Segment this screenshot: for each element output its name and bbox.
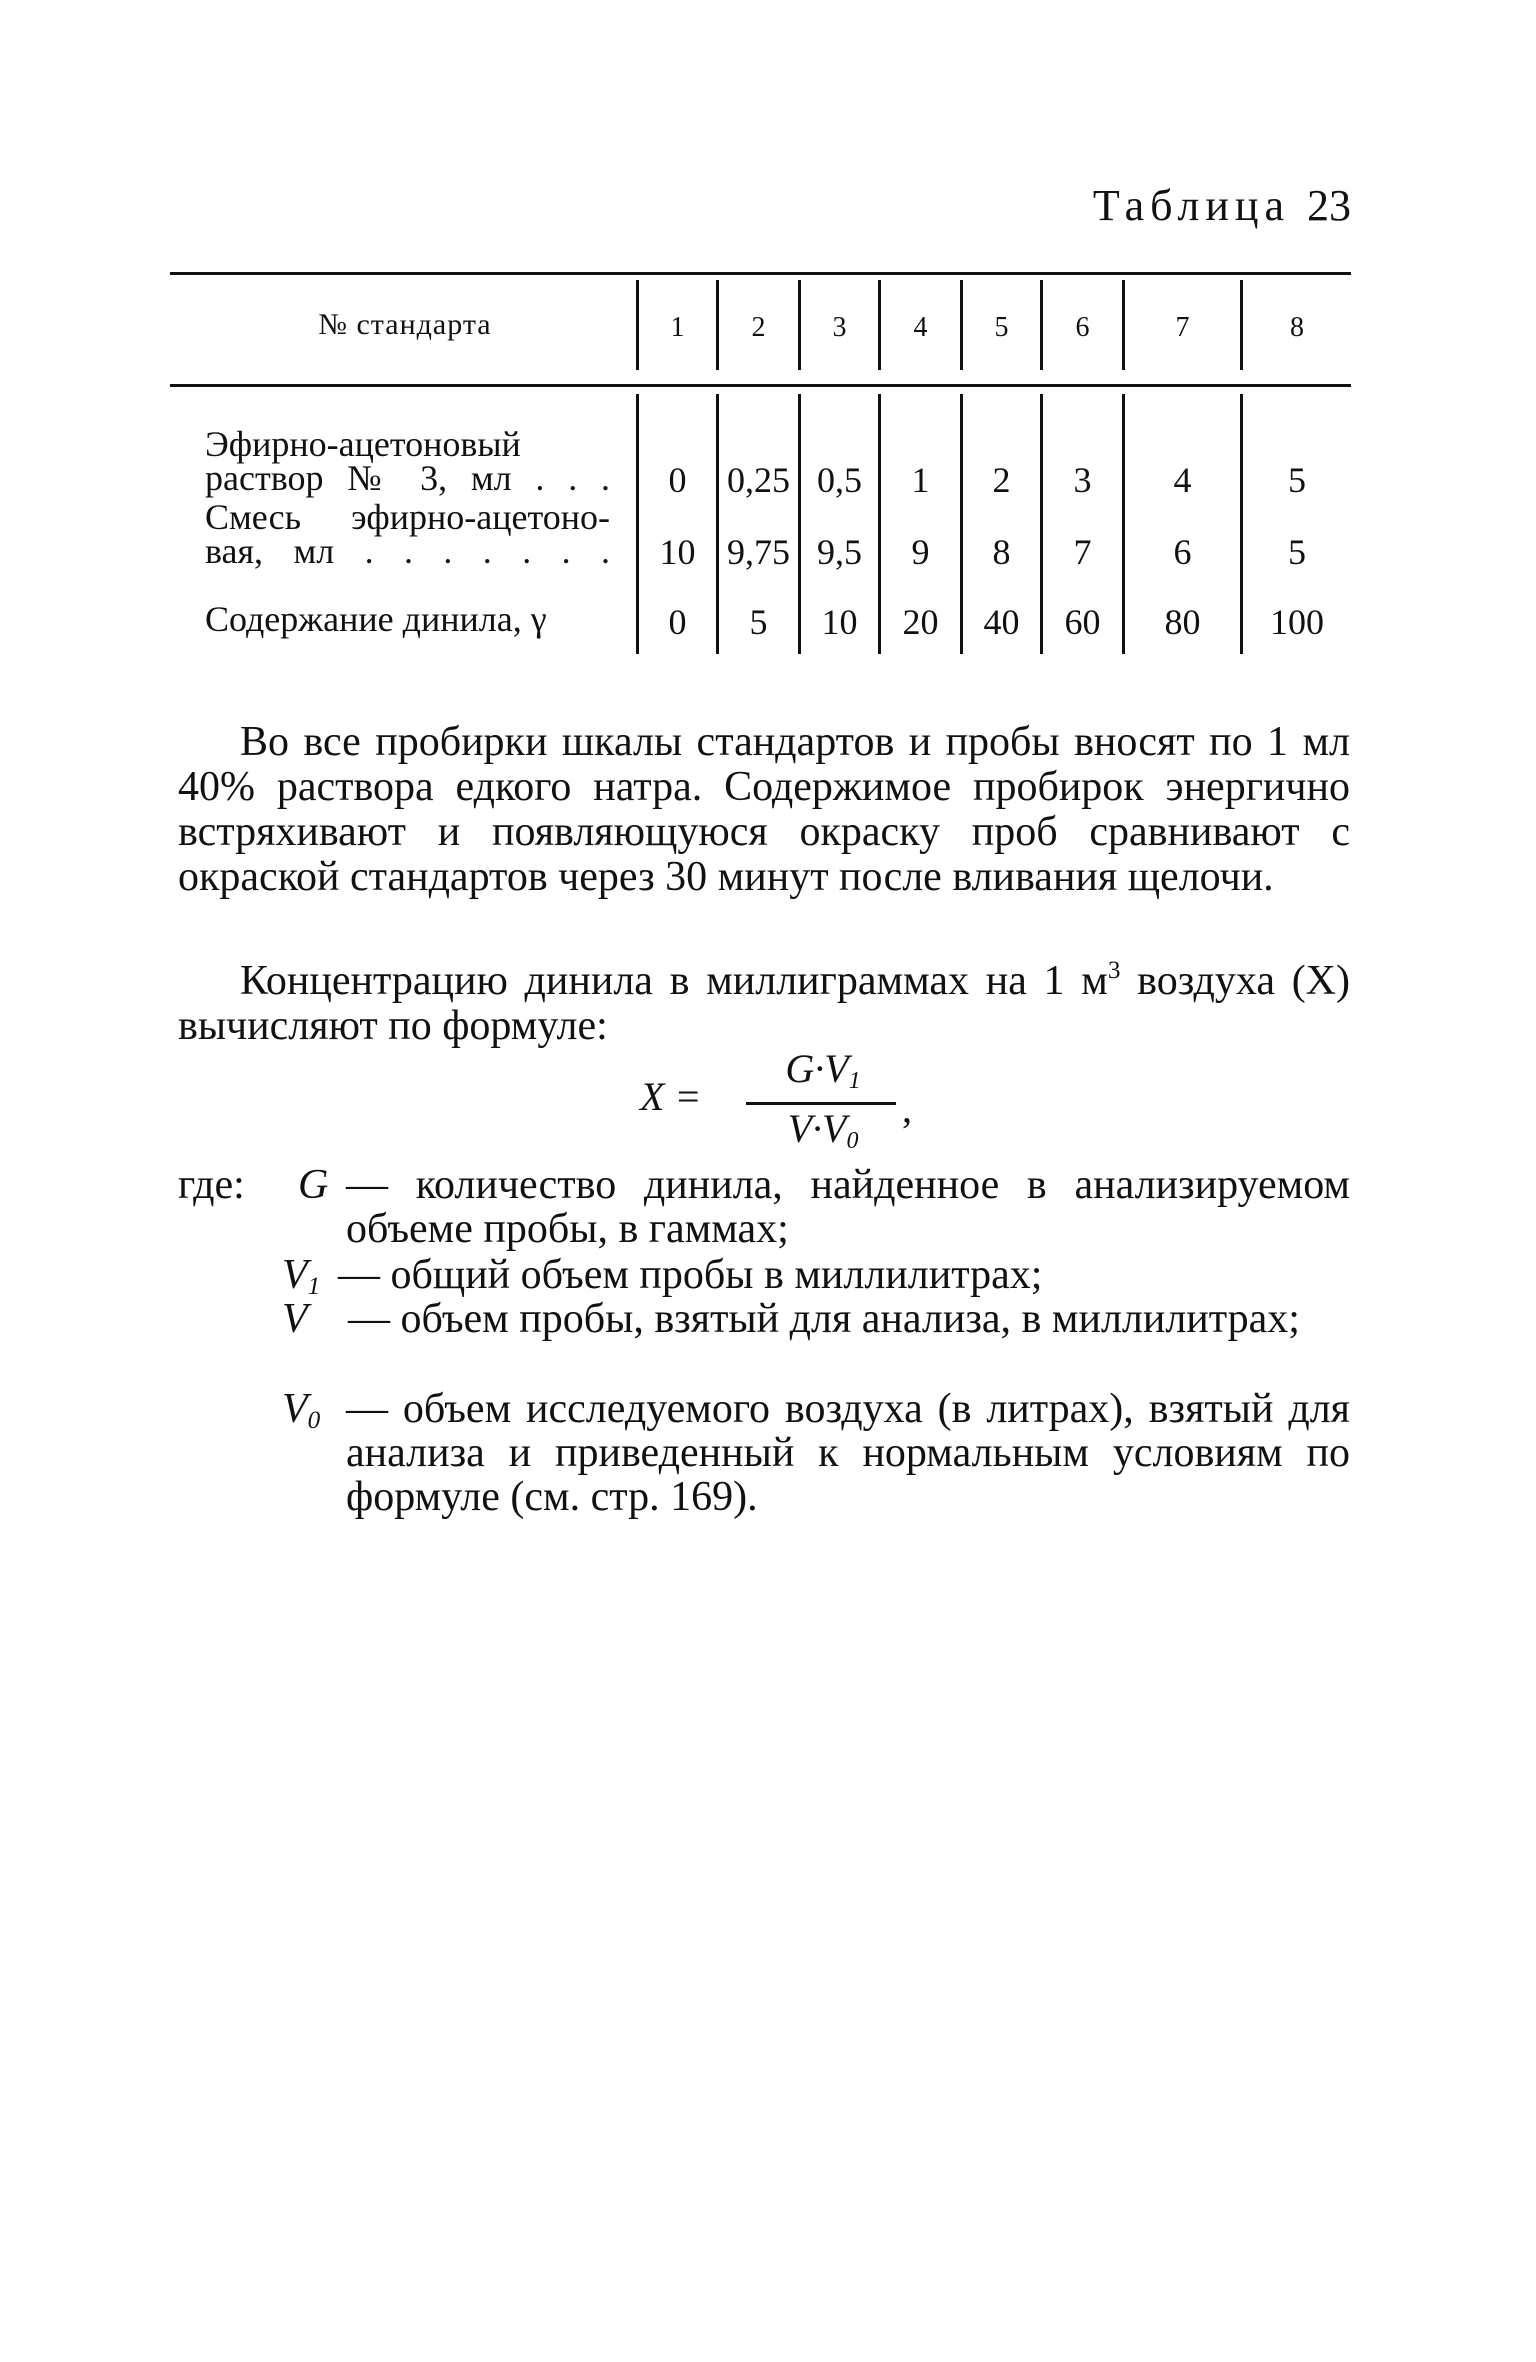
paragraph-text-part: воздуха (X) вычисляют по формуле: bbox=[178, 958, 1350, 1049]
table-cell: 9,5 bbox=[817, 532, 862, 572]
definition-text: — объем исследуемого воздуха (в литрах), взятый для анализа и приведенный к нормальным условиям по формуле (см. стр. 169). bbox=[346, 1386, 1350, 1520]
table-cell: 60 bbox=[1064, 602, 1101, 642]
paragraph-text bbox=[178, 948, 1350, 1049]
symbol-text: V bbox=[282, 1296, 308, 1342]
definition-symbol bbox=[282, 1387, 320, 1443]
row-label bbox=[205, 424, 610, 498]
table-cell: 5 bbox=[749, 602, 768, 642]
table-cell: 5 bbox=[1288, 532, 1306, 572]
row-label-line: вая, мл . . . . . . . bbox=[205, 531, 610, 571]
formula-comma: , bbox=[902, 1086, 912, 1131]
row-label bbox=[205, 599, 547, 639]
formula-lhs: X = bbox=[640, 1074, 702, 1119]
definition-symbol bbox=[298, 1163, 328, 1219]
row-label-line: раствор № 3, мл . . . bbox=[205, 458, 610, 498]
table-cell: 0 bbox=[668, 602, 687, 642]
column-header: 3 bbox=[832, 312, 847, 343]
table-cell: 8 bbox=[992, 532, 1011, 572]
table-caption bbox=[1093, 180, 1351, 231]
superscript: 3 bbox=[1107, 957, 1121, 984]
table-cell: 3 bbox=[1073, 460, 1092, 500]
paragraph-reagent bbox=[178, 720, 1350, 900]
symbol-text: G bbox=[298, 1162, 329, 1208]
table-cell: 10 bbox=[821, 602, 858, 642]
table-cell: 5 bbox=[1288, 460, 1306, 500]
formula-denominator bbox=[748, 1105, 898, 1155]
paragraph-text: Во все пробирки шкалы стандартов и пробы вносят по 1 мл 40% раствора едкого натра. Содержимое пробирок энергично встряхивают и появляющуюся окраску проб сравнивают с окраской стандартов через 30 минут после вливания щелочи. bbox=[178, 719, 1350, 900]
paragraph-concentration bbox=[178, 948, 1350, 1049]
column-header: 7 bbox=[1175, 312, 1190, 343]
table-cell: 2 bbox=[992, 460, 1011, 500]
symbol-text: V bbox=[282, 1386, 308, 1432]
column-header: 4 bbox=[913, 312, 928, 343]
table-header-rule bbox=[170, 384, 1351, 387]
paragraph-text-part: Концентрацию динила в миллиграммах на 1 м bbox=[240, 958, 1108, 1004]
table-cell: 0,5 bbox=[817, 460, 862, 500]
table-cell: 4 bbox=[1173, 460, 1192, 500]
column-header: 5 bbox=[994, 312, 1009, 343]
table-header-label: № стандарта bbox=[318, 308, 492, 341]
subscript: 1 bbox=[307, 1273, 321, 1300]
table-cell: 10 bbox=[659, 532, 696, 572]
definition-text: — общий объем пробы в миллилитрах; bbox=[338, 1252, 1043, 1298]
where-label: где: bbox=[178, 1162, 245, 1208]
table-cell: 80 bbox=[1164, 602, 1201, 642]
standards-table bbox=[170, 272, 1351, 662]
formula-num-text: G·V bbox=[785, 1046, 849, 1091]
column-header: 1 bbox=[670, 312, 685, 343]
formula-numerator bbox=[748, 1045, 898, 1095]
definition-symbol bbox=[282, 1297, 308, 1353]
table-caption-word: Таблица bbox=[1092, 181, 1290, 230]
table-cell: 9,75 bbox=[727, 532, 790, 572]
row-label-line: Эфирно-ацетоновый bbox=[205, 424, 521, 464]
subscript: 0 bbox=[307, 1407, 321, 1434]
formula-den-text: V·V bbox=[787, 1106, 847, 1151]
table-cell: 1 bbox=[911, 460, 930, 500]
table-top-rule bbox=[170, 272, 1351, 275]
subscript: 0 bbox=[846, 1128, 859, 1154]
definition-text: — объем пробы, взятый для анализа, в миллилитрах; bbox=[348, 1296, 1300, 1342]
column-header: 8 bbox=[1290, 312, 1304, 343]
table-cell: 6 bbox=[1173, 532, 1192, 572]
table-cell: 40 bbox=[983, 602, 1020, 642]
table-cell: 7 bbox=[1073, 532, 1092, 572]
table-caption-number: 23 bbox=[1307, 181, 1351, 230]
symbol-text: V bbox=[282, 1252, 308, 1298]
table-cell: 0,25 bbox=[727, 460, 790, 500]
table-cell: 9 bbox=[911, 532, 930, 572]
row-label bbox=[205, 497, 610, 571]
table-cell: 20 bbox=[902, 602, 939, 642]
column-header: 2 bbox=[751, 312, 766, 343]
table-cell: 100 bbox=[1270, 602, 1324, 642]
row-label-line: Смесь эфирно-ацетоно- bbox=[205, 497, 610, 537]
subscript: 1 bbox=[848, 1068, 861, 1094]
row-label-line: Содержание динила, γ bbox=[205, 599, 547, 639]
table-cell: 0 bbox=[668, 460, 687, 500]
column-header: 6 bbox=[1075, 312, 1090, 343]
definition-text: — количество динила, найденное в анализируемом объеме пробы, в гаммах; bbox=[346, 1162, 1350, 1252]
